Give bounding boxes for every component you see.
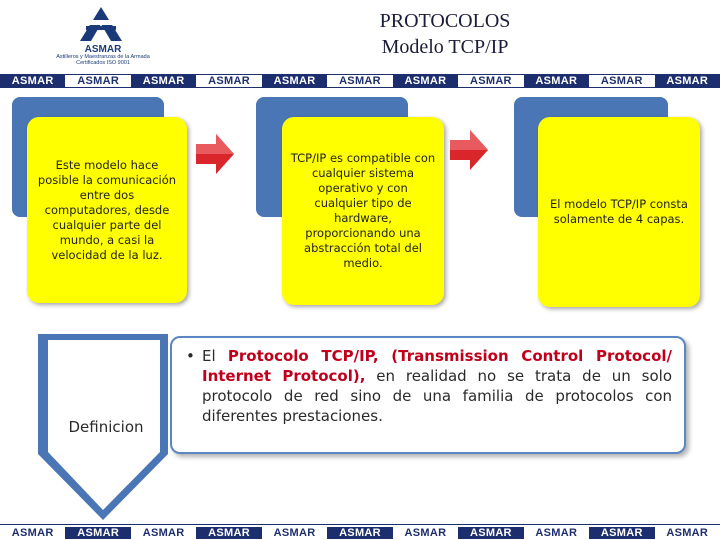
- brand-strip-label: ASMAR: [655, 75, 720, 87]
- asmar-emblem-icon: [78, 6, 124, 42]
- brand-strip-top: [0, 74, 720, 88]
- brand-strip-label: ASMAR: [131, 75, 196, 87]
- logo-brand: ASMAR: [84, 44, 122, 55]
- definition-text: [186, 346, 672, 426]
- definition-highlight: Protocolo TCP/IP, (Transmission Control Protocol/ Internet Protocol),: [202, 347, 672, 385]
- brand-strip-label: ASMAR: [589, 527, 654, 539]
- brand-strip-label: ASMAR: [327, 75, 392, 87]
- slide-title-line2: Modelo TCP/IP: [381, 36, 509, 58]
- brand-strip-label: ASMAR: [65, 527, 130, 539]
- brand-strip-label: ASMAR: [131, 527, 196, 539]
- brand-strip-bottom: [0, 524, 720, 540]
- brand-strip-label: ASMAR: [196, 527, 261, 539]
- brand-strip-label: ASMAR: [524, 527, 589, 539]
- brand-strip-label: ASMAR: [393, 75, 458, 87]
- brand-strip-label: ASMAR: [327, 527, 392, 539]
- bullet-icon: •: [186, 347, 195, 365]
- logo-subtitle: [28, 54, 178, 66]
- slide-title: [330, 8, 560, 60]
- process-card-1: [27, 117, 187, 303]
- process-card-3-text: El modelo TCP/IP consta solamente de 4 capas.: [550, 197, 688, 226]
- process-card-3: [538, 117, 700, 307]
- brand-strip-label: ASMAR: [0, 75, 65, 87]
- definition-prefix: El: [202, 347, 228, 365]
- brand-strip-label: ASMAR: [458, 527, 523, 539]
- brand-strip-label: ASMAR: [0, 527, 65, 539]
- brand-strip-label: ASMAR: [65, 75, 130, 87]
- brand-strip-label: ASMAR: [524, 75, 589, 87]
- brand-strip-label: ASMAR: [589, 75, 654, 87]
- process-card-2: [282, 117, 444, 305]
- brand-strip-label: ASMAR: [262, 527, 327, 539]
- brand-strip-label: ASMAR: [458, 75, 523, 87]
- brand-strip-label: ASMAR: [262, 75, 327, 87]
- definition-suffix: en realidad no se trata de un solo protocolo de red sino de una familia de protocolos con diferentes prestaciones.: [202, 367, 672, 425]
- brand-strip-label: ASMAR: [655, 527, 720, 539]
- definition-box: [170, 336, 686, 454]
- logo-subtitle-line1: Astilleros y Maestranzas de la Armada: [56, 54, 150, 60]
- right-arrow-icon: [194, 132, 236, 176]
- right-arrow-icon: [448, 128, 490, 172]
- process-card-1-text: Este modelo hace posible la comunicación entre dos computadores, desde cualquier parte del mundo, a casi la velocidad de la luz.: [37, 157, 177, 262]
- definition-label: Definicion: [68, 418, 144, 436]
- slide-title-line1: PROTOCOLOS: [379, 10, 511, 32]
- process-card-2-text: TCP/IP es compatible con cualquier sistema operativo y con cualquier tipo de hardware, proporcionando una abstracción total del medio.: [290, 151, 436, 270]
- brand-strip-label: ASMAR: [196, 75, 261, 87]
- logo-subtitle-line2: Certificados ISO 9001: [76, 60, 130, 66]
- definition-body: [186, 346, 672, 426]
- brand-strip-label: ASMAR: [393, 527, 458, 539]
- asmar-logo: [28, 6, 178, 68]
